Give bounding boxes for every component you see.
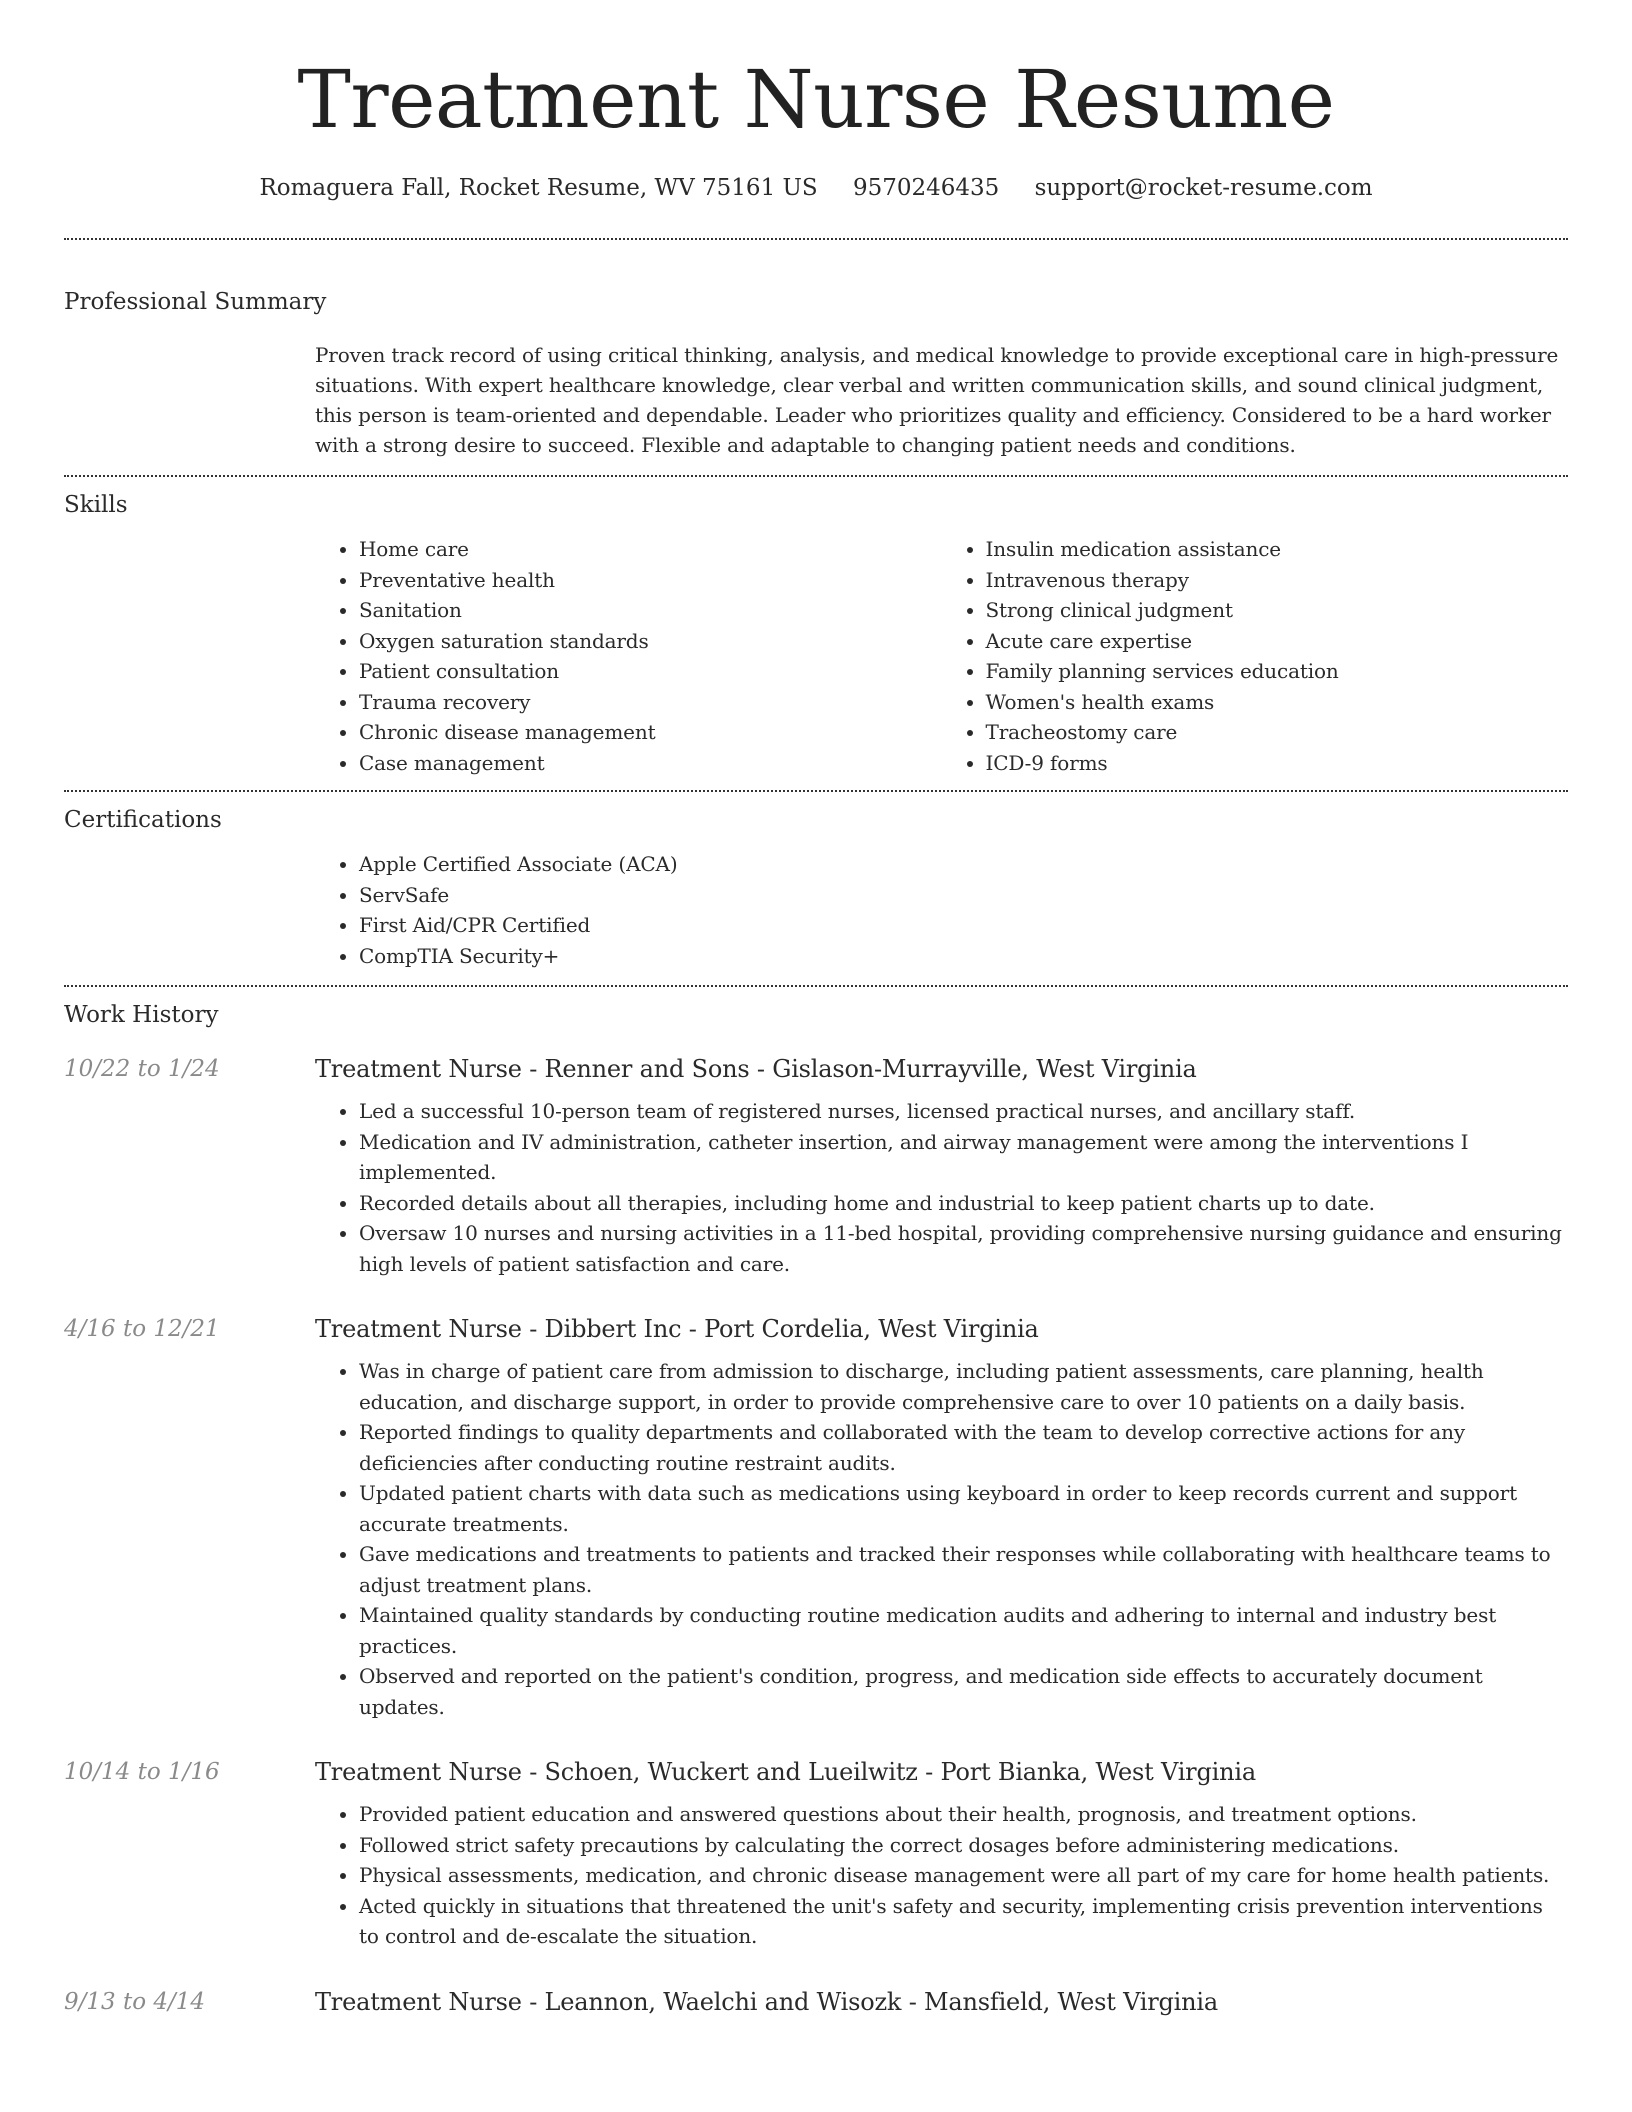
work-history-section — [64, 1000, 1568, 2019]
job-body — [315, 1755, 1568, 1952]
section-divider — [64, 790, 1568, 792]
job-bullet: • Medication and IV administration, catheter insertion, and airway management were among the interventions I implemented. — [359, 1127, 1568, 1188]
skill-item: • Women's health exams — [986, 687, 1569, 718]
job-bullets — [315, 1096, 1568, 1279]
skill-item: • Sanitation — [359, 595, 942, 626]
skill-item: • Intravenous therapy — [986, 565, 1569, 596]
section-divider — [64, 238, 1568, 240]
certification-item: • First Aid/CPR Certified — [359, 910, 1568, 941]
section-divider — [64, 475, 1568, 477]
skills-columns — [315, 534, 1568, 790]
job-bullet: • Was in charge of patient care from admission to discharge, including patient assessments, care planning, health education, and discharge support, in order to provide comprehensive care to over 10 patients on a daily basis. — [359, 1356, 1568, 1417]
skills-section — [64, 490, 1568, 790]
job-bullets — [315, 1356, 1568, 1722]
job-bullet: • Acted quickly in situations that threatened the unit's safety and security, implementing crisis prevention interventions to control and de-escalate the situation. — [359, 1891, 1568, 1952]
job-body — [315, 1312, 1568, 1722]
skill-item: • Insulin medication assistance — [986, 534, 1569, 565]
job-bullet: • Oversaw 10 nurses and nursing activities in a 11-bed hospital, providing comprehensive nursing guidance and ensuring high levels of patient satisfaction and care. — [359, 1218, 1568, 1279]
skill-item: • Patient consultation — [359, 656, 942, 687]
section-heading: Skills — [64, 492, 128, 518]
section-heading: Certifications — [64, 807, 222, 833]
job-bullet: • Reported findings to quality departments and collaborated with the team to develop corrective actions for any deficiencies after conducting routine restraint audits. — [359, 1417, 1568, 1478]
job-title: Treatment Nurse - Schoen, Wuckert and Lueilwitz - Port Bianka, West Virginia — [315, 1758, 1256, 1786]
certifications-content — [315, 849, 1568, 985]
job-bullet: • Physical assessments, medication, and chronic disease management were all part of my care for home health patients. — [359, 1860, 1568, 1891]
contact-address: Romaguera Fall, Rocket Resume, WV 75161 US — [259, 175, 818, 201]
job-bullet: • Recorded details about all therapies, including home and industrial to keep patient charts up to date. — [359, 1188, 1568, 1219]
skill-item: • Chronic disease management — [359, 717, 942, 748]
job-entry — [64, 1052, 1568, 1279]
contact-line — [64, 172, 1568, 204]
job-bullets — [315, 1799, 1568, 1952]
job-entry — [64, 1985, 1568, 2019]
job-body — [315, 1052, 1568, 1279]
certification-item: • CompTIA Security+ — [359, 941, 1568, 972]
skill-item: • Strong clinical judgment — [986, 595, 1569, 626]
job-bullet: • Led a successful 10-person team of registered nurses, licensed practical nurses, and ancillary staff. — [359, 1096, 1568, 1127]
job-bullet: • Updated patient charts with data such as medications using keyboard in order to keep records current and support accurate treatments. — [359, 1478, 1568, 1539]
skill-item: • Preventative health — [359, 565, 942, 596]
job-title: Treatment Nurse - Dibbert Inc - Port Cordelia, West Virginia — [315, 1315, 1039, 1343]
certifications-section — [64, 805, 1568, 985]
job-title: Treatment Nurse - Renner and Sons - Gislason-Murrayville, West Virginia — [315, 1055, 1197, 1083]
skill-item: • Tracheostomy care — [986, 717, 1569, 748]
skill-item: • Home care — [359, 534, 942, 565]
certifications-list — [315, 849, 1568, 971]
job-dates: 10/14 to 1/16 — [64, 1759, 220, 1785]
job-bullet: • Provided patient education and answered questions about their health, prognosis, and treatment options. — [359, 1799, 1568, 1830]
job-bullet: • Followed strict safety precautions by calculating the correct dosages before administering medications. — [359, 1830, 1568, 1861]
certification-item: • ServSafe — [359, 880, 1568, 911]
summary-text: Proven track record of using critical thinking, analysis, and medical knowledge to provide exceptional care in high-pressure situations. With expert healthcare knowledge, clear verbal and written communication skills, and sound clinical judgment, this person is team-oriented and dependable. Leader who prioritizes quality and efficiency. Considered to be a hard worker with a strong desire to succeed. Flexible and adaptable to changing patient needs and conditions. — [315, 343, 1559, 457]
job-title: Treatment Nurse - Leannon, Waelchi and Wisozk - Mansfield, West Virginia — [315, 1987, 1219, 2016]
section-divider — [64, 985, 1568, 987]
skill-item: • Trauma recovery — [359, 687, 942, 718]
skill-item: • Oxygen saturation standards — [359, 626, 942, 657]
resume-page — [64, 0, 1568, 2019]
job-bullet: • Maintained quality standards by conducting routine medication audits and adhering to internal and industry best practices. — [359, 1600, 1568, 1661]
resume-title: Treatment Nurse Resume — [297, 53, 1335, 146]
job-bullet: • Observed and reported on the patient's condition, progress, and medication side effects to accurately document updates. — [359, 1661, 1568, 1722]
skill-item: • Family planning services education — [986, 656, 1569, 687]
professional-summary-section — [64, 287, 1568, 475]
contact-phone: 9570246435 — [852, 175, 1000, 201]
job-entry — [64, 1755, 1568, 1952]
job-bullet: • Gave medications and treatments to patients and tracked their responses while collaborating with healthcare teams to adjust treatment plans. — [359, 1539, 1568, 1600]
job-dates: 9/13 to 4/14 — [64, 1988, 206, 2015]
skill-item: • Acute care expertise — [986, 626, 1569, 657]
skill-item: • Case management — [359, 748, 942, 779]
section-heading: Professional Summary — [64, 289, 327, 315]
job-dates: 10/22 to 1/24 — [64, 1056, 220, 1082]
skill-item: • ICD-9 forms — [986, 748, 1569, 779]
contact-email: support@rocket-resume.com — [1034, 175, 1373, 201]
job-entry — [64, 1312, 1568, 1722]
skills-list-left — [315, 534, 942, 778]
job-body — [315, 1985, 1568, 2019]
certification-item: • Apple Certified Associate (ACA) — [359, 849, 1568, 880]
job-dates: 4/16 to 12/21 — [64, 1316, 220, 1342]
skills-list-right — [942, 534, 1569, 778]
section-heading: Work History — [64, 1002, 219, 1028]
